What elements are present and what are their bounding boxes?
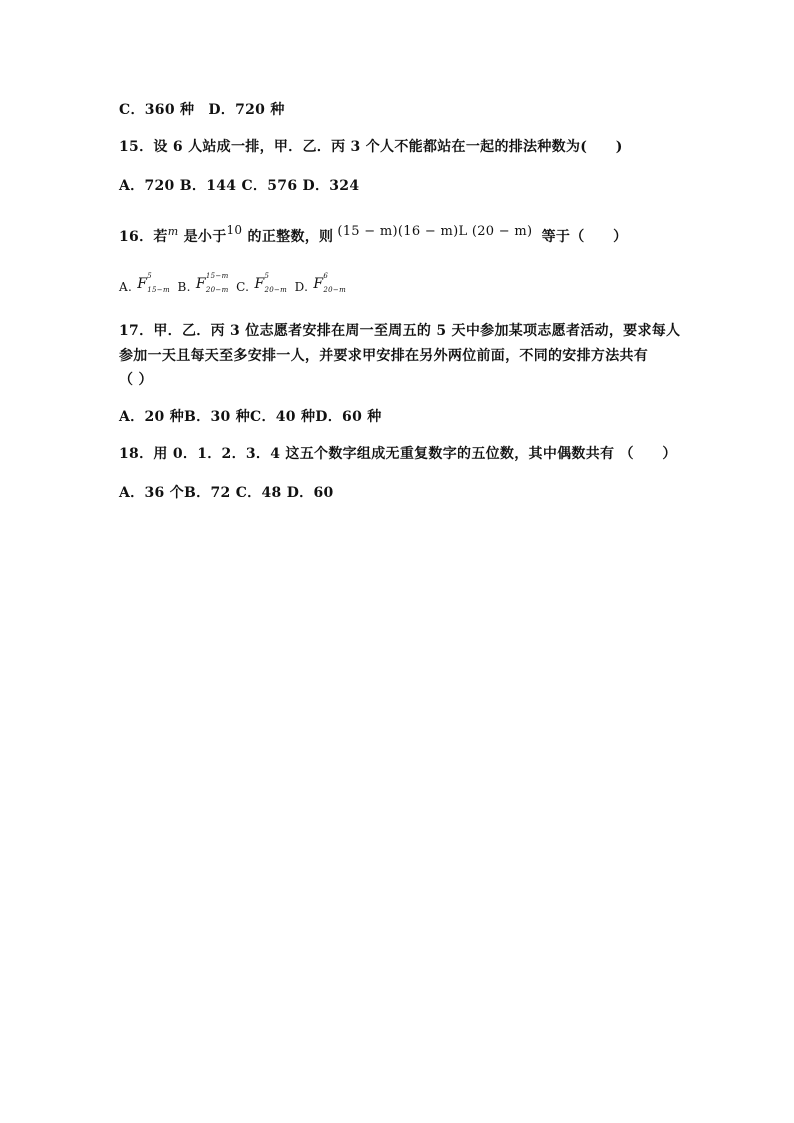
question-17-line-3: （ ） bbox=[119, 372, 153, 388]
q16-options bbox=[119, 272, 348, 296]
q16-mid: 是小于 bbox=[178, 229, 227, 245]
perm-sub: 20−m bbox=[264, 286, 288, 294]
q16-end: 等于（ ） bbox=[536, 229, 628, 245]
perm-base: F bbox=[137, 276, 148, 292]
perm-base: F bbox=[313, 276, 324, 292]
q17-options: A．20 种B．30 种C．40 种D．60 种 bbox=[119, 409, 382, 425]
perm-sub: 15−m bbox=[147, 286, 170, 294]
variable-m: m bbox=[167, 225, 179, 238]
question-18: 18．用 0．1．2．3．4 这五个数字组成无重复数字的五位数，其中偶数共有 （ ） bbox=[119, 446, 677, 462]
q16-post: 的正整数，则 bbox=[242, 229, 334, 245]
number-ten: 10 bbox=[226, 223, 243, 237]
option-c-label: C. bbox=[236, 280, 250, 294]
option-c-permutation bbox=[254, 272, 288, 296]
perm-base: F bbox=[254, 276, 265, 292]
option-b-label: B. bbox=[177, 280, 191, 294]
question-17-line-1: 17．甲．乙．丙 3 位志愿者安排在周一至周五的 5 天中参加某项志愿者活动，要求每人 bbox=[119, 323, 681, 339]
option-d-label: D. bbox=[294, 280, 309, 294]
question-17-line-2: 参加一天且每天至多安排一人，并要求甲安排在另外两位前面，不同的安排方法共有 bbox=[119, 348, 649, 364]
perm-base: F bbox=[195, 276, 206, 292]
q16-prefix: 16．若 bbox=[119, 229, 168, 245]
perm-sup: 6 bbox=[323, 272, 329, 280]
product-expression: (15 − m)(16 − m)L (20 − m) bbox=[337, 224, 533, 239]
q18-options: A．36 个B．72 C．48 D．60 bbox=[119, 485, 334, 501]
question-16 bbox=[119, 223, 628, 246]
question-15: 15．设 6 人站成一排，甲．乙．丙 3 个人不能都站在一起的排法种数为( ) bbox=[119, 139, 623, 155]
perm-sup: 5 bbox=[147, 272, 153, 280]
perm-sub: 20−m bbox=[205, 286, 229, 294]
option-c: C．360 种 bbox=[119, 102, 195, 118]
option-a-permutation bbox=[137, 272, 170, 296]
option-d-permutation bbox=[313, 272, 347, 296]
perm-sup: 5 bbox=[264, 272, 270, 280]
perm-sub: 20−m bbox=[323, 286, 347, 294]
q14-options bbox=[119, 99, 285, 119]
option-b-permutation bbox=[195, 272, 229, 296]
option-d: D．720 种 bbox=[208, 102, 285, 118]
perm-sup: 15−m bbox=[205, 272, 229, 280]
option-a-label: A. bbox=[119, 280, 133, 294]
q15-options: A．720 B．144 C．576 D．324 bbox=[119, 178, 360, 194]
